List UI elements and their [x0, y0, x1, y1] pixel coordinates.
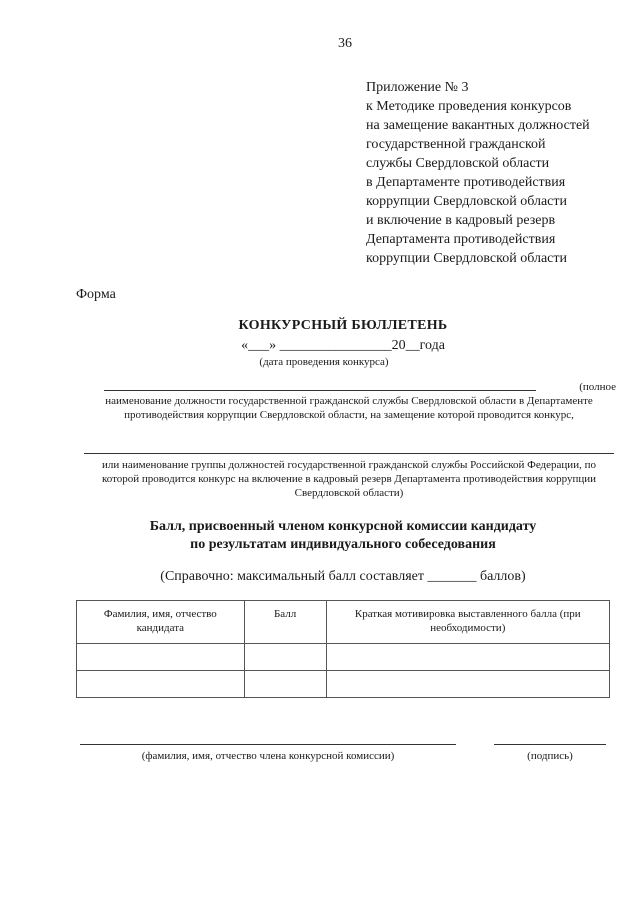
signature-line: [494, 744, 606, 745]
appendix-line: государственной гражданской: [366, 137, 546, 152]
date-caption: (дата проведения конкурса): [259, 356, 389, 368]
page-number: 36: [338, 36, 352, 51]
appendix-header: [366, 78, 636, 268]
cell-score[interactable]: [244, 671, 326, 698]
header-motivation: Краткая мотивировка выставленного балла (при необходимости): [326, 601, 609, 644]
table-row: [77, 671, 610, 698]
score-table: [76, 600, 610, 698]
header-candidate-name: Фамилия, имя, отчество кандидата: [77, 601, 245, 644]
appendix-line: в Департаменте противодействия: [366, 175, 566, 190]
cell-motivation[interactable]: [326, 644, 609, 671]
header-score: Балл: [244, 601, 326, 644]
max-score-note: (Справочно: максимальный балл составляет _______ баллов): [160, 569, 526, 584]
table-header-row: [77, 601, 610, 644]
position-caption: наименование должности государственной гражданской службы Свердловской области в Департаменте противодействия коррупции Свердловской области, на замещение которой проводится конкурс,: [105, 395, 593, 421]
member-name-caption: (фамилия, имя, отчество члена конкурсной комиссии): [141, 750, 395, 762]
appendix-line: на замещение вакантных должностей: [366, 118, 590, 133]
appendix-line: службы Свердловской области: [366, 156, 550, 171]
form-label: Форма: [76, 287, 116, 302]
appendix-line: и включение в кадровый резерв: [366, 213, 556, 228]
appendix-line: коррупции Свердловской области: [366, 251, 568, 266]
member-name-line: [80, 744, 456, 745]
appendix-line: Приложение № 3: [366, 80, 469, 95]
bulletin-title: КОНКУРСНЫЙ БЮЛЛЕТЕНЬ: [238, 318, 448, 333]
table-row: [77, 644, 610, 671]
cell-score[interactable]: [244, 644, 326, 671]
group-caption: или наименование группы должностей государственной гражданской службы Российской Федерации, по которой проводится конкурс на включение в кадровый резерв Департамента противодействия коррупции Свердловской области): [101, 459, 597, 499]
cell-candidate-name[interactable]: [77, 671, 245, 698]
group-fill-line: [84, 453, 614, 454]
cell-candidate-name[interactable]: [77, 644, 245, 671]
score-heading: [0, 518, 640, 554]
position-tail: (полное: [579, 381, 616, 393]
appendix-line: к Методике проведения конкурсов: [366, 99, 572, 114]
score-heading-line: Балл, присвоенный членом конкурсной комиссии кандидату: [149, 519, 537, 534]
appendix-line: Департамента противодействия: [366, 232, 556, 247]
cell-motivation[interactable]: [326, 671, 609, 698]
position-block: [84, 380, 614, 422]
signature-caption: (подпись): [527, 750, 573, 762]
date-line: «___» ________________20__года: [241, 338, 445, 353]
appendix-line: коррупции Свердловской области: [366, 194, 568, 209]
score-heading-line: по результатам индивидуального собеседования: [190, 537, 496, 552]
